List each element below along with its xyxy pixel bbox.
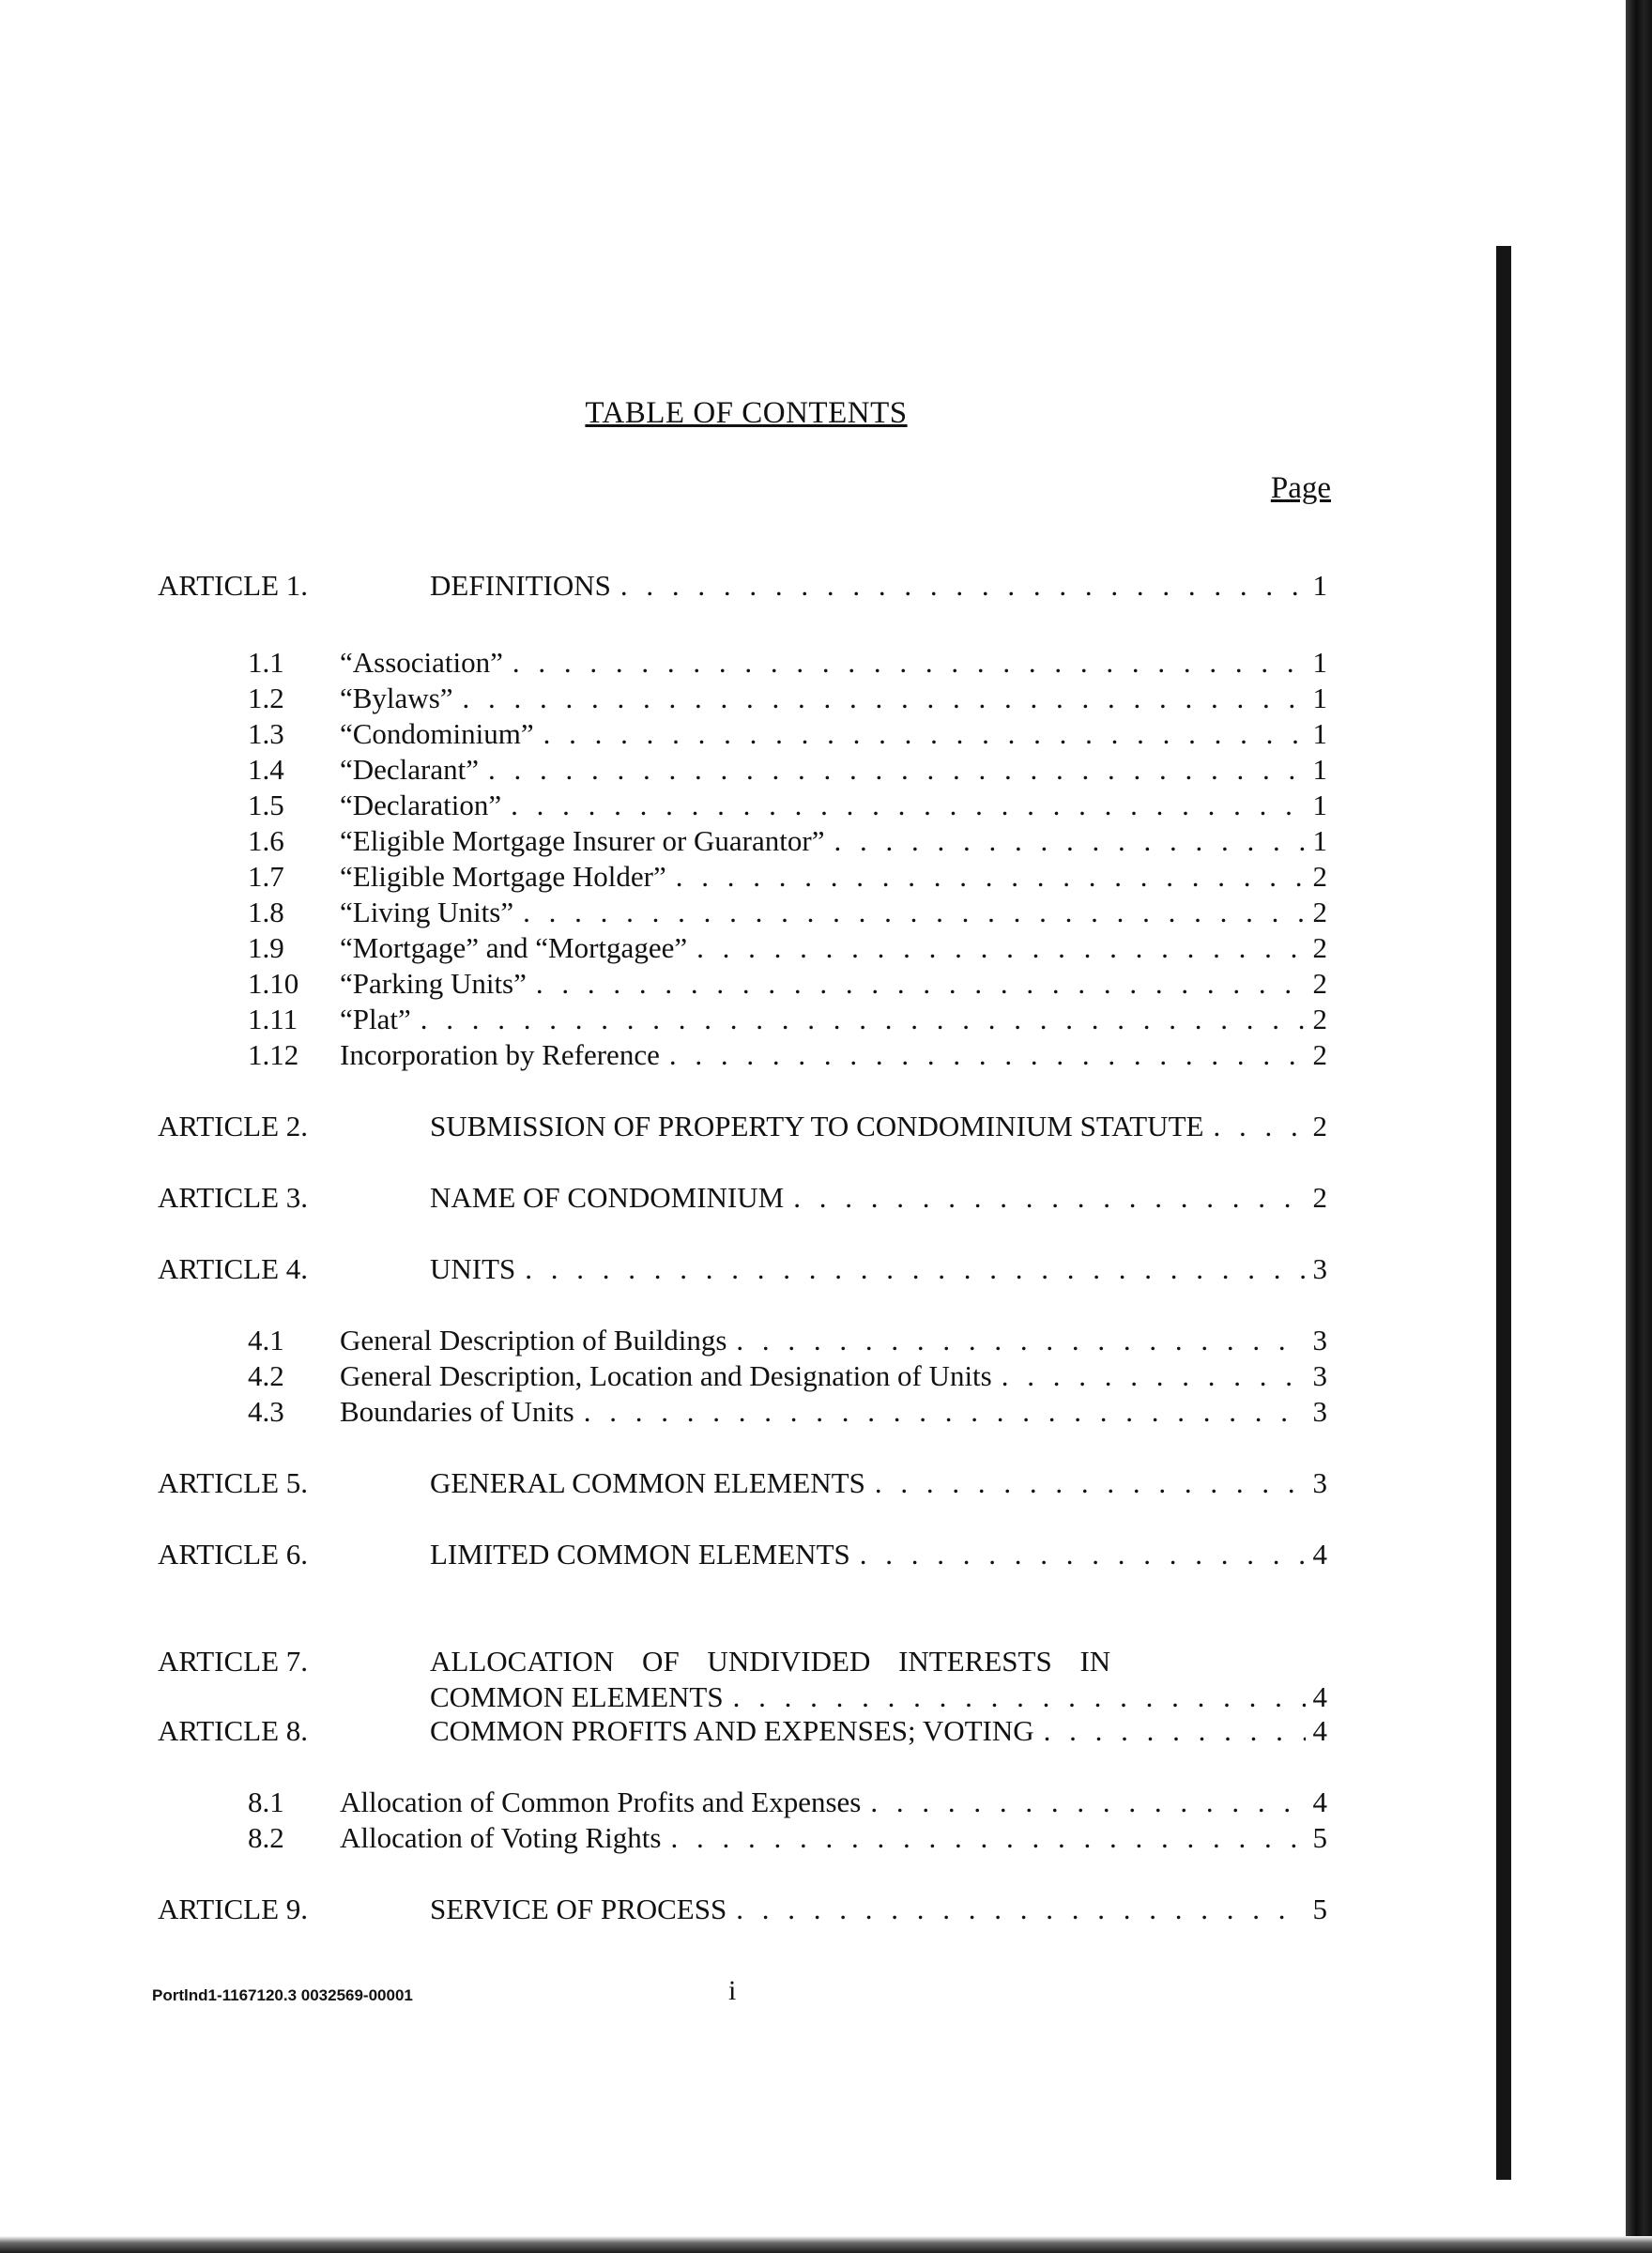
dot-leader [463,682,1306,715]
dot-leader [870,1786,1305,1819]
section-number: 1.7 [248,860,284,893]
dot-leader [875,1466,1306,1500]
section-number: 1.3 [248,717,284,750]
toc-article-row [158,1538,1327,1577]
dot-leader [511,789,1305,822]
page-number: 1 [1312,646,1327,679]
section-title: “Mortgage” and “Mortgagee” [340,931,688,964]
section-number: 1.9 [248,931,284,964]
toc-section-row [248,1324,1327,1363]
page-number: 3 [1312,1324,1327,1356]
article-number: ARTICLE 7. [158,1645,309,1678]
page-number: 1 [1312,789,1327,821]
toc-section-row [248,646,1327,685]
article-title-continuation: COMMON ELEMENTS [430,1680,724,1713]
scan-bar [1496,246,1511,2180]
toc-section-row [248,1038,1327,1078]
toc-section-row [248,1395,1327,1434]
page-number: 1 [1312,753,1327,786]
page-number: 3 [1312,1466,1327,1499]
page-number: 1 [1312,717,1327,750]
section-title: “Declarant” [340,753,479,786]
section-title: General Description, Location and Designation of Units [340,1359,992,1392]
toc-article-row [158,569,1327,608]
section-title: “Living Units” [340,896,514,928]
footer-document-id: Portlnd1-1167120.3 0032569-00001 [152,1986,413,2004]
dot-leader [696,931,1305,965]
page-number: 3 [1312,1252,1327,1285]
dot-leader [669,1038,1306,1072]
article-title: SERVICE OF PROCESS [430,1893,727,1925]
article-number: ARTICLE 1. [158,569,309,602]
dot-leader [1213,1110,1305,1143]
document-title: TABLE OF CONTENTS [585,396,908,430]
page-number: 2 [1312,1003,1327,1035]
article-number: ARTICLE 3. [158,1181,309,1214]
page-number: 2 [1312,896,1327,928]
page-number: 2 [1312,1038,1327,1071]
page-number: 5 [1312,1893,1327,1925]
section-number: 4.1 [248,1324,284,1356]
article-title: GENERAL COMMON ELEMENTS [430,1466,865,1499]
section-title: “Association” [340,646,503,679]
dot-leader [1002,1359,1306,1393]
toc-section-row [248,1359,1327,1399]
article-number: ARTICLE 2. [158,1110,309,1142]
toc-article-row [158,1645,1327,1684]
toc-section-row [248,789,1327,828]
toc-section-row [248,1821,1327,1861]
article-title: UNITS [430,1252,516,1285]
dot-leader [620,569,1306,603]
article-number: ARTICLE 8. [158,1714,309,1747]
dot-leader [733,1680,1306,1714]
toc-section-row [248,682,1327,721]
dot-leader [523,896,1305,929]
section-number: 1.1 [248,646,284,679]
section-title: Allocation of Common Profits and Expenses [340,1786,862,1818]
article-title: DEFINITIONS [430,569,611,602]
toc-section-row [248,717,1327,757]
section-number: 1.12 [248,1038,299,1071]
page-column-header: Page [1270,471,1331,505]
section-title: “Condominium” [340,717,534,750]
dot-leader [1044,1714,1306,1748]
section-number: 1.8 [248,896,284,928]
section-number: 1.6 [248,824,284,857]
dot-leader [793,1181,1305,1215]
page-number: 2 [1312,931,1327,964]
section-number: 1.10 [248,967,299,1000]
article-number: ARTICLE 9. [158,1893,309,1925]
page-number: 4 [1312,1680,1327,1713]
page-number: 1 [1312,569,1327,602]
article-title: ALLOCATION OF UNDIVIDED INTERESTS IN [430,1645,1111,1678]
toc-section-row [248,753,1327,792]
section-title: “Eligible Mortgage Holder” [340,860,666,893]
page-number: 3 [1312,1359,1327,1392]
dot-leader [860,1538,1306,1571]
toc-article-row [158,1252,1327,1292]
toc-section-row [248,967,1327,1006]
section-title: “Plat” [340,1003,411,1035]
page-number: 1 [1312,682,1327,714]
dot-leader [736,1324,1305,1357]
article-number: ARTICLE 6. [158,1538,309,1571]
article-title: SUBMISSION OF PROPERTY TO CONDOMINIUM STATUTE [430,1110,1204,1142]
toc-section-row [248,860,1327,899]
dot-leader [536,967,1306,1001]
dot-leader [543,717,1306,751]
section-title: Incorporation by Reference [340,1038,660,1071]
toc-section-row [248,896,1327,935]
section-title: “Declaration” [340,789,502,821]
scan-edge [1626,0,1652,2253]
dot-leader [736,1893,1305,1926]
section-number: 4.3 [248,1395,284,1428]
toc-section-row [248,824,1327,864]
page-number: 2 [1312,1110,1327,1142]
dot-leader [834,824,1305,858]
article-number: ARTICLE 4. [158,1252,309,1285]
page-number: 2 [1312,860,1327,893]
dot-leader [676,860,1306,894]
page-number: 1 [1312,824,1327,857]
section-number: 1.4 [248,753,284,786]
page-number: 4 [1312,1714,1327,1747]
dot-leader [525,1252,1305,1286]
dot-leader [488,753,1306,787]
article-title: LIMITED COMMON ELEMENTS [430,1538,850,1571]
dot-leader [670,1821,1305,1855]
section-number: 1.5 [248,789,284,821]
page-number: 2 [1312,967,1327,1000]
page-number: 4 [1312,1786,1327,1818]
dot-leader [584,1395,1306,1429]
section-number: 1.11 [248,1003,298,1035]
section-number: 1.2 [248,682,284,714]
section-title: General Description of Buildings [340,1324,727,1356]
page-number: 2 [1312,1181,1327,1214]
section-number: 8.1 [248,1786,284,1818]
article-title: COMMON PROFITS AND EXPENSES; VOTING [430,1714,1034,1747]
toc-article-row [158,1181,1327,1220]
toc-article-row [158,1110,1327,1149]
article-title: NAME OF CONDOMINIUM [430,1181,785,1214]
article-number: ARTICLE 5. [158,1466,309,1499]
toc-section-row [248,1003,1327,1042]
section-title: “Bylaws” [340,682,453,714]
footer-page-number: i [728,1975,737,2006]
section-title: Allocation of Voting Rights [340,1821,662,1854]
toc-section-row [248,1786,1327,1825]
toc-article-row [158,1893,1327,1932]
page-number: 4 [1312,1538,1327,1571]
section-number: 8.2 [248,1821,284,1854]
section-title: “Parking Units” [340,967,527,1000]
toc-section-row [248,931,1327,971]
section-number: 4.2 [248,1359,284,1392]
dot-leader [512,646,1306,680]
page-number: 5 [1312,1821,1327,1854]
toc-article-row [158,1714,1327,1754]
dot-leader [421,1003,1306,1036]
page-number: 3 [1312,1395,1327,1428]
section-title: “Eligible Mortgage Insurer or Guarantor” [340,824,825,857]
toc-article-row [158,1466,1327,1506]
scan-bottom [0,2236,1652,2253]
section-title: Boundaries of Units [340,1395,574,1428]
